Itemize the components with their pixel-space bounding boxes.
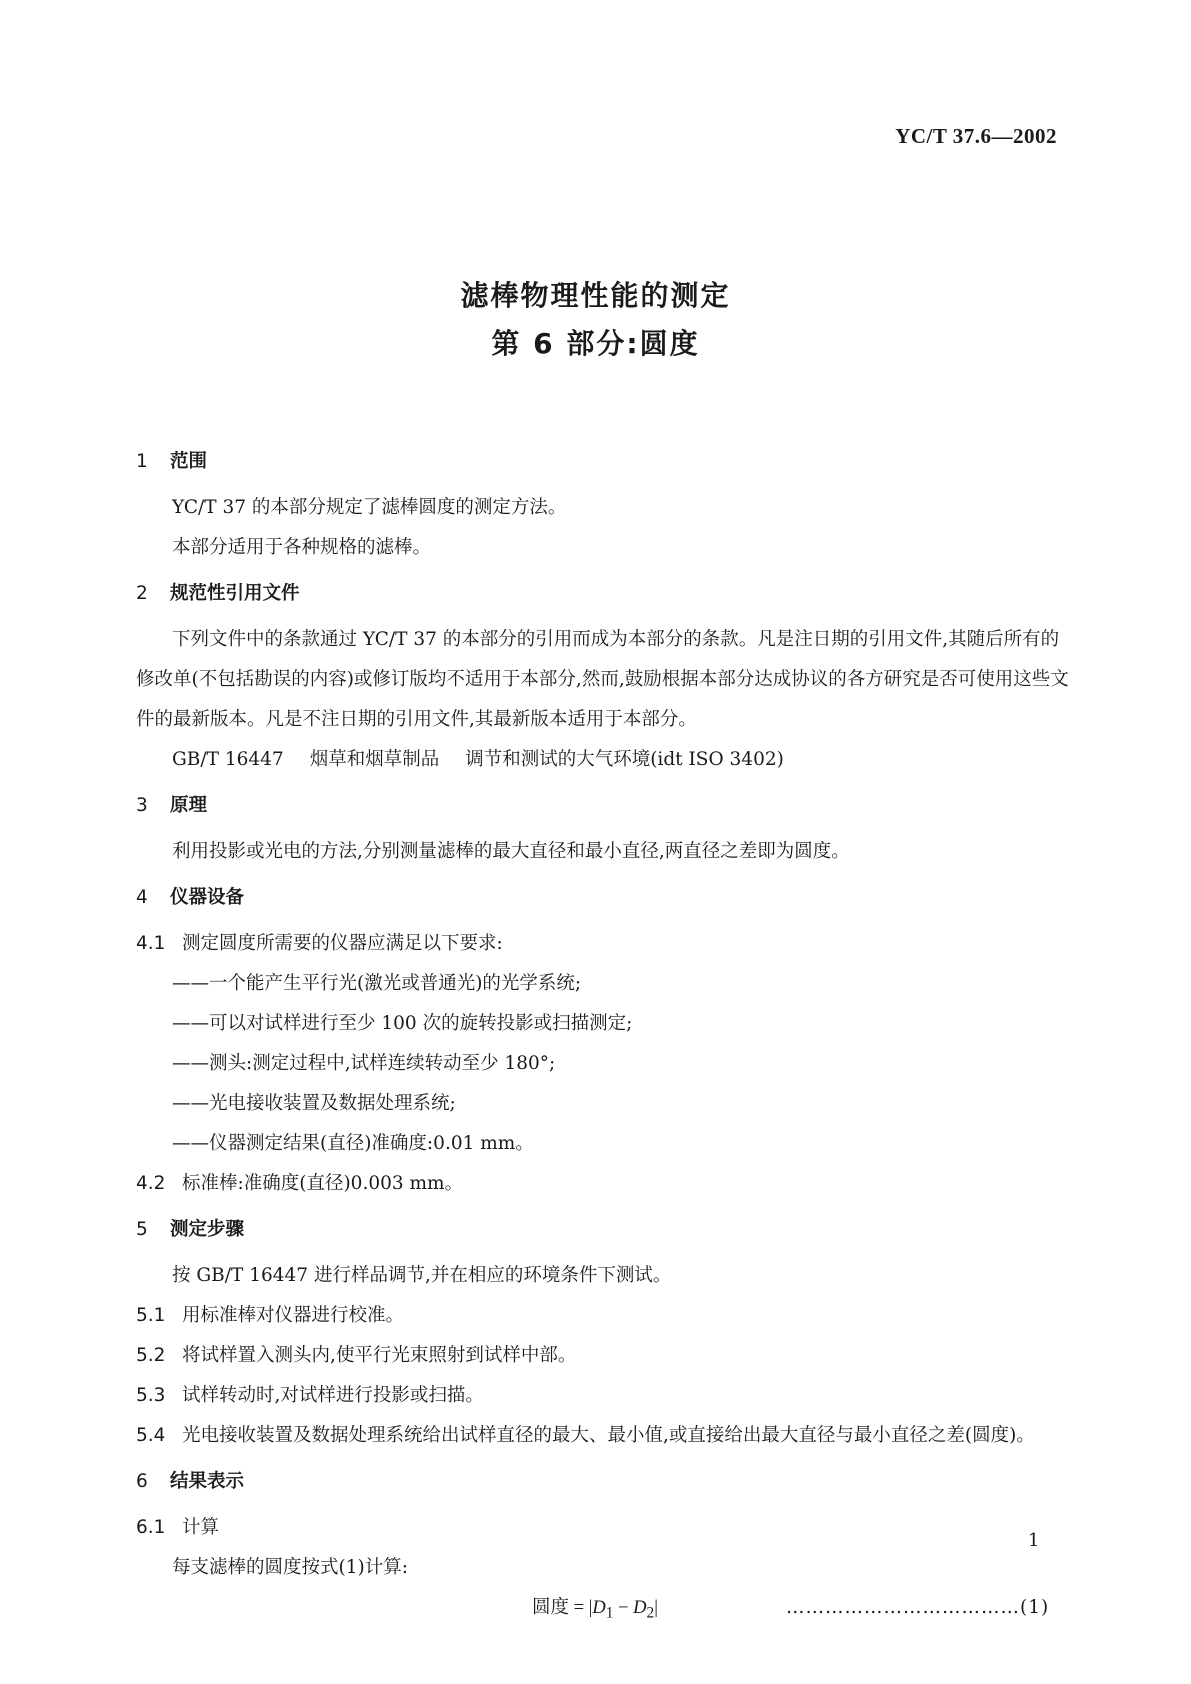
section-5-para-1: 按 GB/T 16447 进行样品调节,并在相应的环境条件下测试。: [172, 1265, 672, 1286]
clause-5-3: 5.3 试样转动时,对试样进行投影或扫描。: [136, 1385, 484, 1406]
requirement-item-3: ——测头:测定过程中,试样连续转动至少 180°;: [172, 1053, 556, 1074]
section-4-heading: 4 仪器设备: [136, 887, 245, 908]
clause-6-1: 6.1 计算: [136, 1517, 220, 1538]
document-body: [136, 448, 1070, 1628]
document-title: [0, 272, 1191, 368]
formula-expression: 圆度 = $|D_1 - D_2|$: [532, 1598, 658, 1622]
formula-number: ………………………………(1): [786, 1597, 1050, 1618]
section-3-heading: 3 原理: [136, 795, 208, 816]
section-1-para-1: YC/T 37 的本部分规定了滤棒圆度的测定方法。: [172, 497, 567, 518]
title-line-2: 第 6 部分:圆度: [491, 327, 700, 360]
reference-title-2: 调节和测试的大气环境(idt ISO 3402): [465, 749, 784, 770]
section-6-heading: 6 结果表示: [136, 1471, 245, 1492]
clause-4-1: 4.1 测定圆度所需要的仪器应满足以下要求:: [136, 933, 503, 954]
section-1-para-2: 本部分适用于各种规格的滤棒。: [172, 537, 432, 558]
section-2-para-1: 下列文件中的条款通过 YC/T 37 的本部分的引用而成为本部分的条款。凡是注日期的引用文件,其随后所有的修改单(不包括勘误的内容)或修订版均不适用于本部分,然而,鼓励根据本部分达成协议的各方研究是否可使用这些文件的最新版本。凡是不注日期的引用文件,其最新版本适用于本部分。: [136, 629, 1069, 730]
clause-4-2: 4.2 标准棒:准确度(直径)0.003 mm。: [136, 1173, 464, 1194]
section-2-heading: 2 规范性引用文件: [136, 583, 300, 604]
reference-title-1: 烟草和烟草制品: [309, 749, 440, 770]
requirement-item-1: ——一个能产生平行光(激光或普通光)的光学系统;: [172, 973, 582, 994]
standard-code: YC/T 37.6—2002: [895, 124, 1057, 148]
page-number: 1: [1028, 1530, 1040, 1551]
normative-reference: [136, 740, 1070, 780]
section-6-para-1: 每支滤棒的圆度按式(1)计算:: [172, 1557, 408, 1578]
title-line-1: 滤棒物理性能的测定: [460, 279, 731, 312]
roundness-formula: [136, 1588, 1070, 1628]
section-5-heading: 5 测定步骤: [136, 1219, 245, 1240]
clause-5-1: 5.1 用标准棒对仪器进行校准。: [136, 1305, 405, 1326]
requirement-item-2: ——可以对试样进行至少 100 次的旋转投影或扫描测定;: [172, 1013, 633, 1034]
clause-5-4: 5.4 光电接收装置及数据处理系统给出试样直径的最大、最小值,或直接给出最大直径与最小直径之差(圆度)。: [136, 1425, 1035, 1446]
reference-code: GB/T 16447: [172, 749, 284, 770]
requirement-item-5: ——仪器测定结果(直径)准确度:0.01 mm。: [172, 1133, 534, 1154]
section-3-para-1: 利用投影或光电的方法,分别测量滤棒的最大直径和最小直径,两直径之差即为圆度。: [172, 841, 850, 862]
section-1-heading: 1 范围: [136, 451, 208, 472]
clause-5-2: 5.2 将试样置入测头内,使平行光束照射到试样中部。: [136, 1345, 577, 1366]
requirement-item-4: ——光电接收装置及数据处理系统;: [172, 1093, 456, 1114]
